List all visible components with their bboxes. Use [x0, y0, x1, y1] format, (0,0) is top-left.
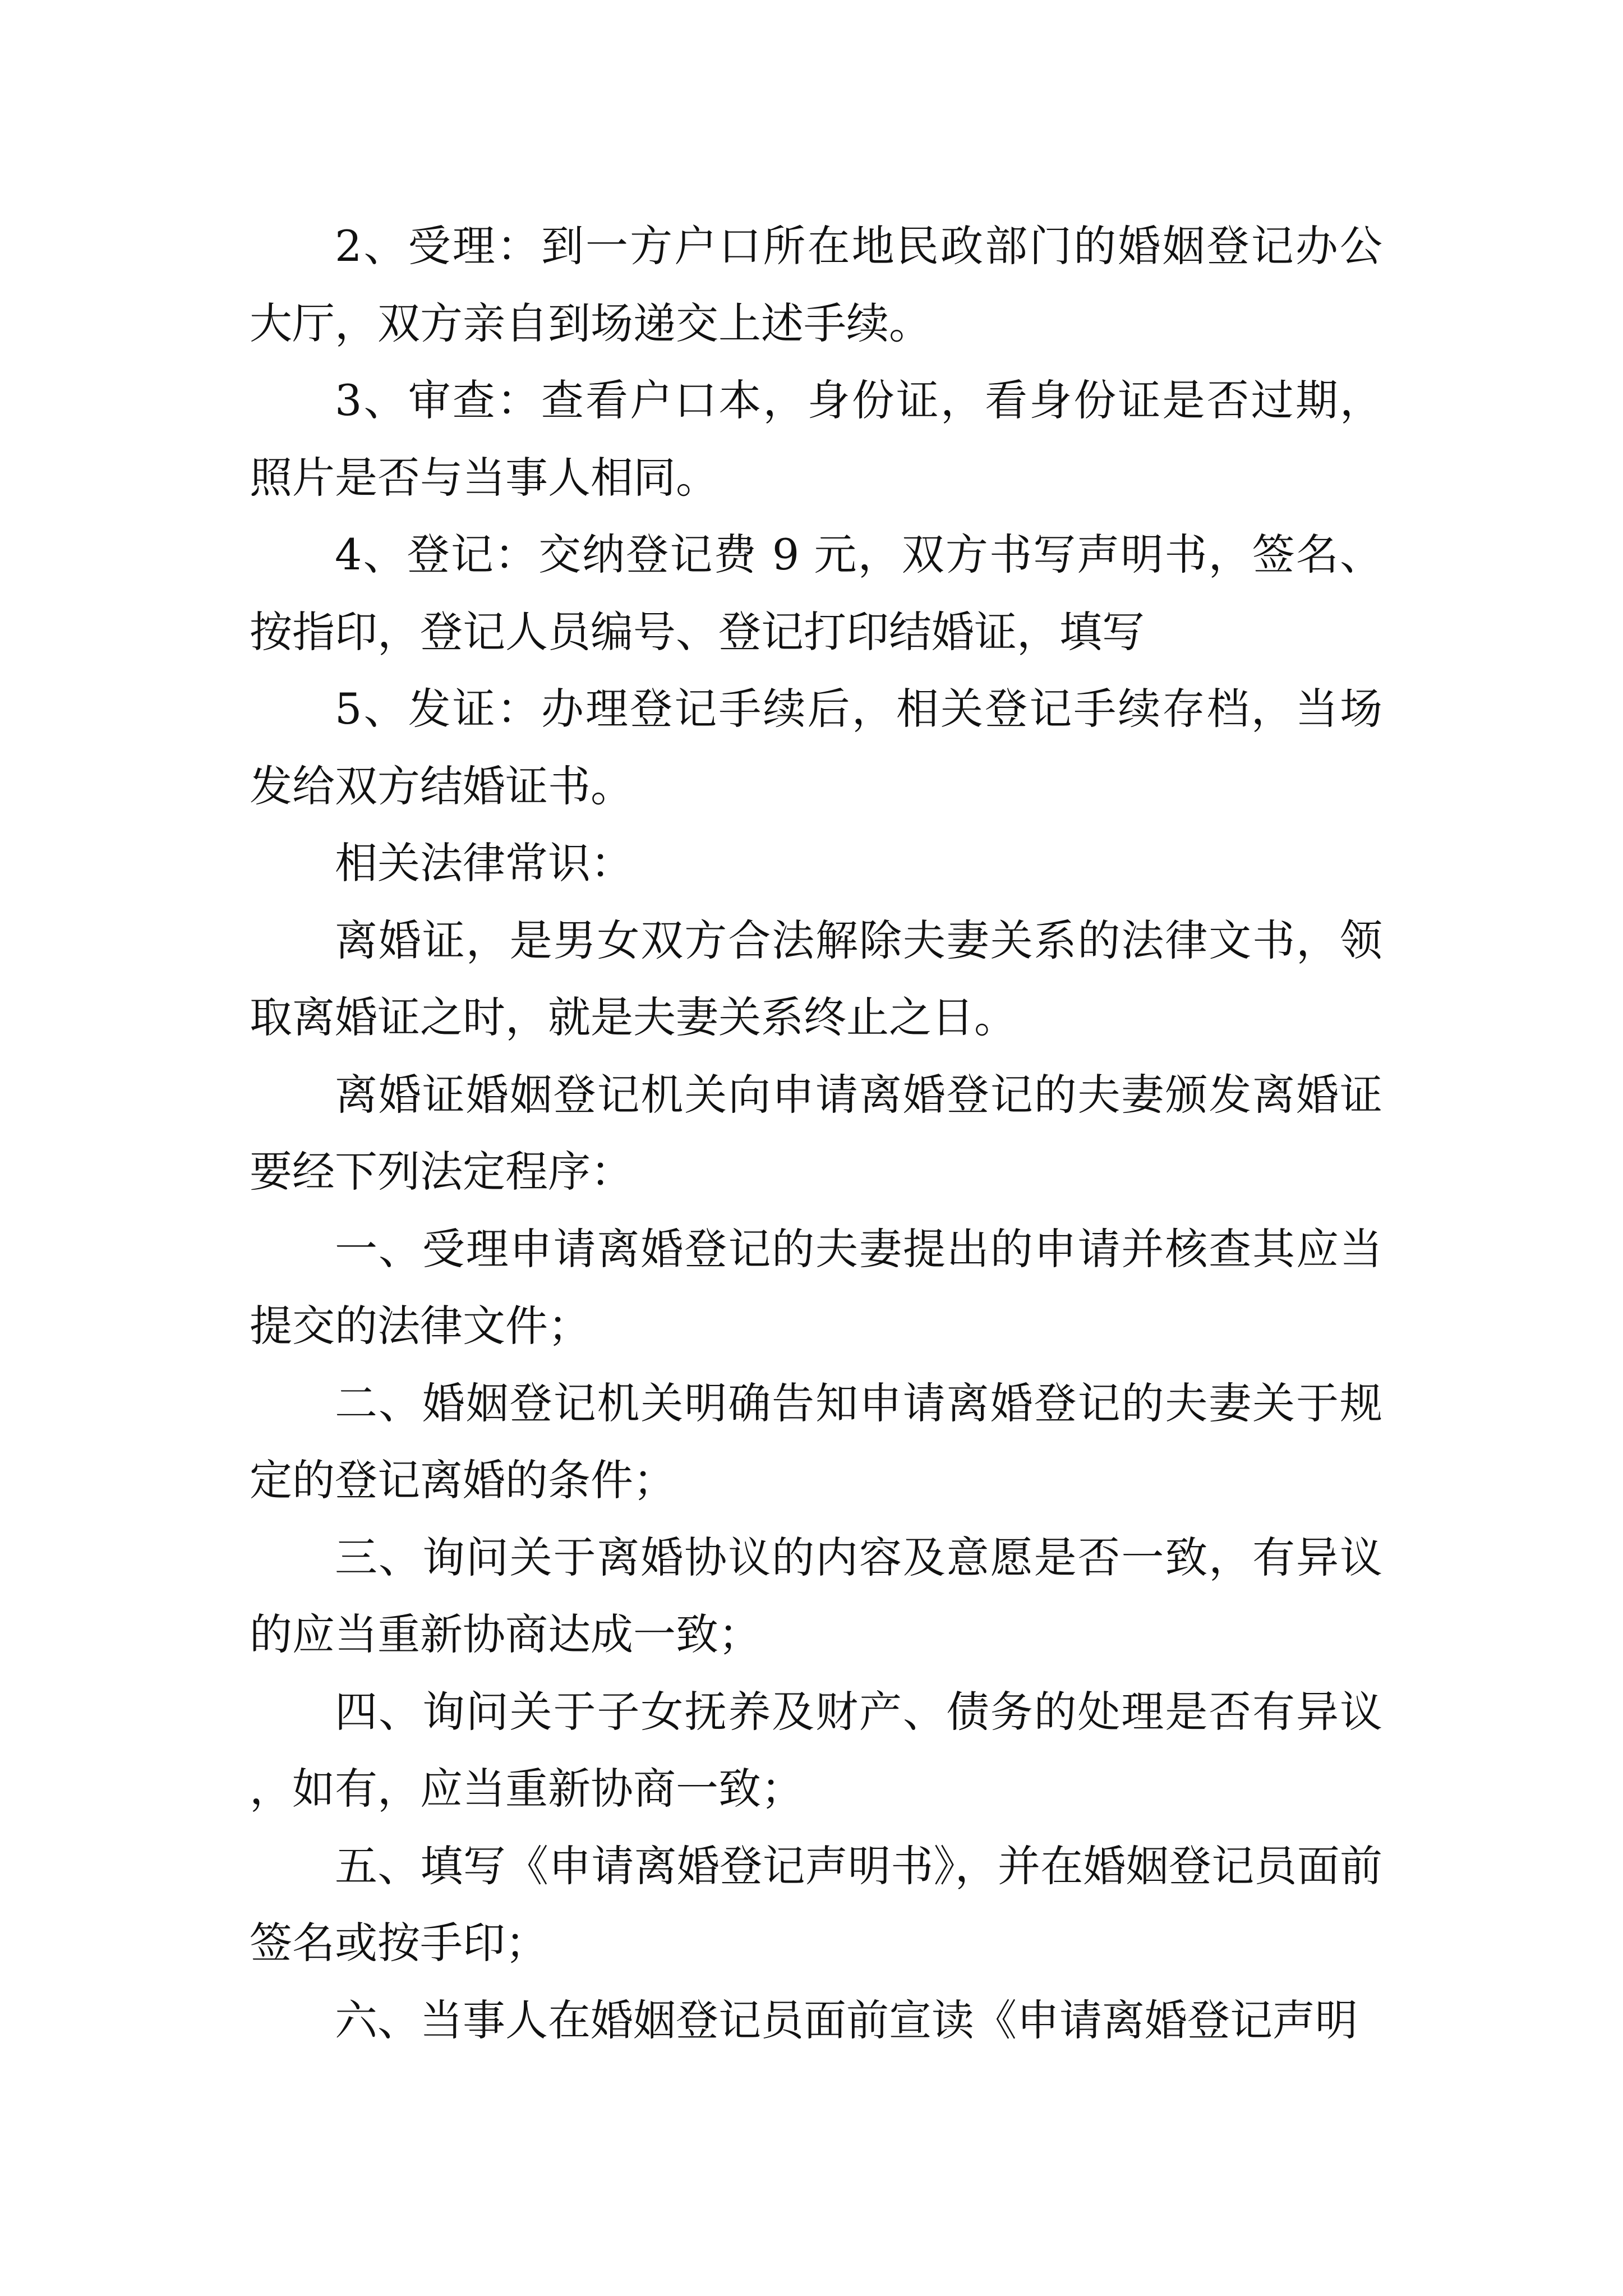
- paragraph-procedure-3: 三、询问关于离婚协议的内容及意愿是否一致，有异议的应当重新协商达成一致；: [250, 1532, 1382, 1659]
- paragraph-step-2-accept: 2、受理：到一方户口所在地民政部门的婚姻登记办公大厅，双方亲自到场递交上述手续。: [250, 221, 1382, 348]
- document-body: [250, 208, 1382, 2059]
- paragraph-divorce-certificate-definition: 离婚证，是男女双方合法解除夫妻关系的法律文书，领取离婚证之时，就是夫妻关系终止之日。: [250, 915, 1382, 1042]
- paragraph-procedure-6: 六、当事人在婚姻登记员面前宣读《申请离婚登记声明: [335, 1995, 1358, 2045]
- paragraph-step-3-review: 3、审查：查看户口本，身份证，看身份证是否过期，照片是否与当事人相同。: [250, 375, 1382, 503]
- paragraph-procedure-5: 五、填写《申请离婚登记声明书》，并在婚姻登记员面前签名或按手印；: [250, 1841, 1382, 1968]
- paragraph-procedure-1: 一、受理申请离婚登记的夫妻提出的申请并核查其应当提交的法律文件；: [250, 1223, 1382, 1351]
- paragraph-procedure-4: 四、询问关于子女抚养及财产、债务的处理是否有异议，如有，应当重新协商一致；: [250, 1686, 1382, 1814]
- paragraph-divorce-procedure-intro: 离婚证婚姻登记机关向申请离婚登记的夫妻颁发离婚证要经下列法定程序：: [250, 1069, 1382, 1197]
- section-heading-legal-knowledge: 相关法律常识：: [335, 838, 633, 888]
- paragraph-procedure-2: 二、婚姻登记机关明确告知申请离婚登记的夫妻关于规定的登记离婚的条件；: [250, 1378, 1382, 1505]
- paragraph-step-5-issue: 5、发证：办理登记手续后，相关登记手续存档，当场发给双方结婚证书。: [250, 684, 1382, 811]
- paragraph-step-4-register: 4、登记：交纳登记费 9 元，双方书写声明书，签名、按指印，登记人员编号、登记打印结婚证，填写: [250, 530, 1382, 657]
